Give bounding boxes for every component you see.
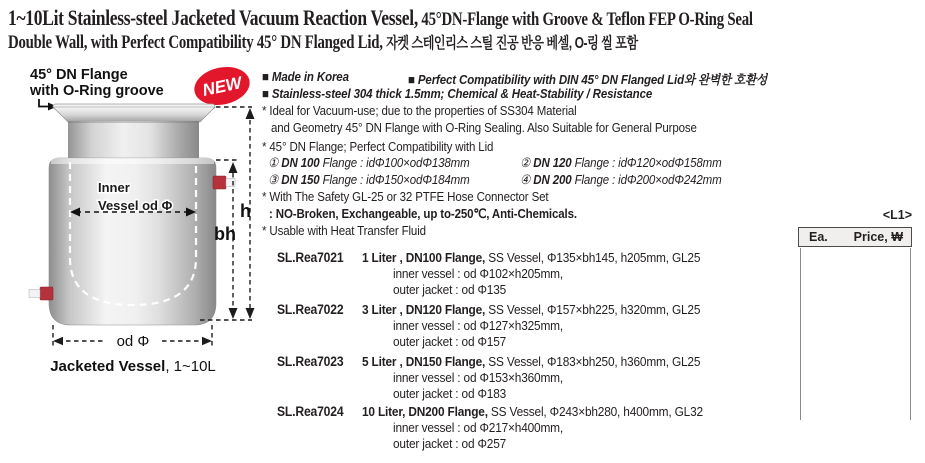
new-badge-text: NEW [200, 73, 244, 100]
page-title-line2 [8, 31, 638, 54]
flange-label-line2: with O-Ring groove [30, 83, 164, 99]
feature-flange-heading: * 45° DN Flange; Perfect Compatibility with Lid [262, 139, 494, 154]
product-outer-sl-rea7023: outer jacket : od Φ183 [393, 386, 507, 401]
flange-num: ② [520, 155, 534, 170]
product-outer-sl-rea7024: outer jacket : od Φ257 [393, 436, 507, 451]
flange-shape [53, 107, 215, 122]
feature-usable: * Usable with Heat Transfer Fluid [262, 223, 426, 238]
product-code-sl-rea7024: SL.Rea7024 [277, 404, 344, 419]
price-column-header: Price, ₩ [853, 230, 903, 244]
title-sub: 45°DN-Flange with Groove & Teflon FEP O-Ring Seal [421, 9, 753, 30]
dim-h-label: h [240, 201, 251, 221]
flange-spec: Flange : idΦ150×odΦ184mm [319, 172, 470, 187]
product-inner-sl-rea7023: inner vessel : od Φ153×h360mm, [393, 370, 564, 385]
vessel-neck [68, 121, 199, 160]
jacketed-vessel-figure [0, 58, 260, 388]
price-table-header [798, 227, 912, 247]
left-port-icon [40, 287, 53, 300]
flange-spec-dn200 [520, 172, 722, 188]
flange-name: DN 200 [533, 172, 572, 187]
flange-num: ③ [268, 172, 282, 187]
product-desc-rest: SS Vessel, Φ157×bh225, h320mm, GL25 [485, 302, 701, 317]
title-main: 1~10Lit Stainless-steel Jacketed Vacuum Reaction Vessel, [8, 5, 418, 30]
figure-caption-bold: Jacketed Vessel [50, 358, 166, 375]
left-port-tip [29, 290, 40, 298]
product-desc-sl-rea7024 [362, 404, 703, 419]
inner-vessel-label-line1: Inner [98, 180, 130, 195]
feature-safety-1: * With The Safety GL-25 or 32 PTFE Hose Connector Set [262, 189, 549, 204]
title-line2-en: Double Wall, with Perfect Compatibility 45° DN Flanged Lid, [8, 32, 383, 53]
flange-num: ① [268, 155, 282, 170]
feature-safety-2: : NO-Broken, Exchangeable, up to-250℃, Anti-Chemicals. [269, 206, 577, 221]
product-desc-bold: 1 Liter , DN100 Flange, [362, 250, 486, 265]
price-table-left-border [800, 248, 801, 420]
flange-spec: Flange : idΦ100×odΦ138mm [319, 155, 470, 170]
qty-column-header: Ea. [809, 230, 828, 244]
vessel-drawing [29, 104, 235, 325]
new-badge [191, 62, 253, 110]
product-desc-sl-rea7023 [362, 354, 700, 369]
feature-stainless: ■ Stainless-steel 304 thick 1.5mm; Chemical & Heat-Stability / Resistance [262, 86, 653, 101]
product-code-sl-rea7023: SL.Rea7023 [277, 354, 344, 369]
flange-name: DN 100 [281, 155, 320, 170]
feature-ideal-2: and Geometry 45° DN Flange with O-Ring Sealing. Also Suitable for General Purpose [271, 120, 697, 135]
flange-spec-dn100 [268, 155, 470, 171]
title-line2-kr: 자켓 스테인리스 스틸 진공 반응 베셀, O-링 씰 포함 [386, 35, 638, 52]
page-title-line1 [8, 5, 753, 31]
feature-compatibility: ■ Perfect Compatibility with DIN 45° DN Flanged Lid와 완벽한 호환성 [408, 72, 768, 87]
product-desc-sl-rea7022 [362, 302, 700, 317]
dim-od-label: od Φ [116, 333, 150, 350]
outer-jacket [49, 158, 216, 325]
product-desc-bold: 10 Liter, DN200 Flange, [362, 404, 488, 419]
list-ref-label: <L1> [882, 208, 912, 222]
flange-spec-dn150 [268, 172, 470, 188]
product-code-sl-rea7021: SL.Rea7021 [277, 250, 344, 265]
product-desc-rest: SS Vessel, Φ135×bh145, h205mm, GL25 [485, 250, 701, 265]
figure-caption-rest: , 1~10L [165, 358, 216, 375]
product-code-sl-rea7022: SL.Rea7022 [277, 302, 344, 317]
flange-label-line1: 45° DN Flange [30, 67, 128, 83]
price-table-right-border [910, 248, 911, 420]
flange-name: DN 120 [533, 155, 572, 170]
flange-spec: Flange : idΦ200×odΦ242mm [571, 172, 722, 187]
product-desc-bold: 5 Liter , DN150 Flange, [362, 354, 486, 369]
product-desc-sl-rea7021 [362, 250, 700, 265]
inner-vessel-label-line2: Vessel od Φ [98, 198, 173, 213]
figure-caption [50, 358, 216, 375]
product-inner-sl-rea7024: inner vessel : od Φ217×h400mm, [393, 420, 564, 435]
product-desc-rest: SS Vessel, Φ243×bh280, h400mm, GL32 [487, 404, 703, 419]
product-inner-sl-rea7022: inner vessel : od Φ127×h325mm, [393, 318, 564, 333]
product-outer-sl-rea7022: outer jacket : od Φ157 [393, 334, 507, 349]
dim-bh-label: bh [214, 224, 236, 244]
product-desc-rest: SS Vessel, Φ183×bh250, h360mm, GL25 [485, 354, 701, 369]
product-inner-sl-rea7021: inner vessel : od Φ102×h205mm, [393, 266, 564, 281]
jacket-top-highlight [51, 158, 214, 164]
flange-name: DN 150 [281, 172, 320, 187]
flange-spec-dn120 [520, 155, 722, 171]
right-port-icon [213, 176, 226, 189]
product-desc-bold: 3 Liter , DN120 Flange, [362, 302, 486, 317]
feature-made-in: ■ Made in Korea [262, 69, 349, 84]
feature-ideal-1: * Ideal for Vacuum-use; due to the properties of SS304 Material [262, 103, 577, 118]
product-outer-sl-rea7021: outer jacket : od Φ135 [393, 282, 507, 297]
flange-spec: Flange : idΦ120×odΦ158mm [571, 155, 722, 170]
flange-num: ④ [520, 172, 534, 187]
